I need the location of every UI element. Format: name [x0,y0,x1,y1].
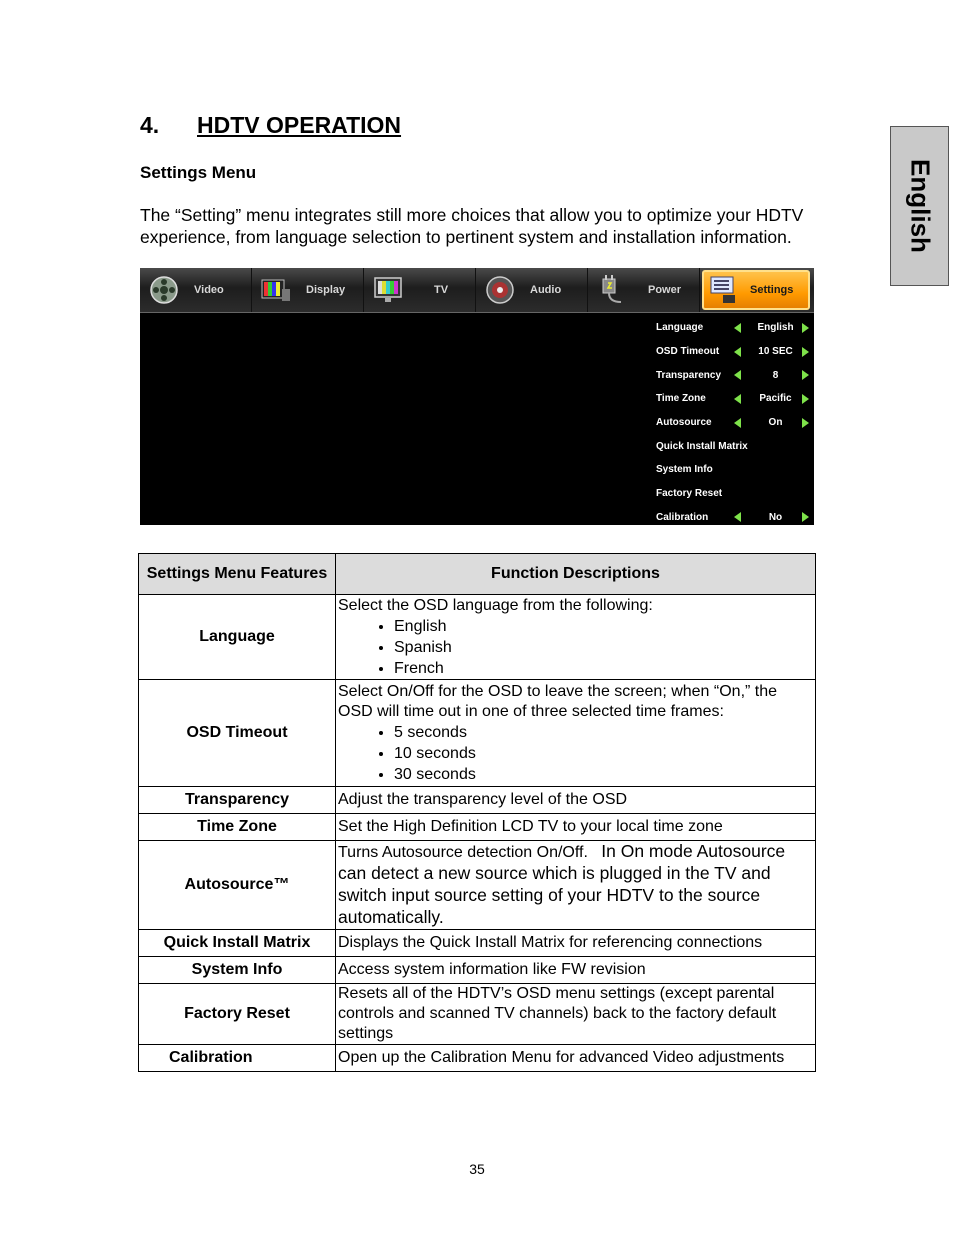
speaker-icon [484,274,516,306]
osd-row-calibration[interactable]: Calibration No [656,506,814,526]
description-cell: Adjust the transparency level of the OSD [336,787,816,814]
osd-tab-label: Audio [530,284,562,296]
osd-settings-list [656,316,814,525]
feature-cell: Factory Reset [139,984,336,1045]
arrow-left-icon[interactable] [734,394,741,404]
side-tab-label: English [905,159,935,253]
table-row [139,814,816,841]
description-cell: Access system information like FW revision [336,957,816,984]
description-text: Select On/Off for the OSD to leave the screen; when “On,” the OSD will time out in one of three selected time frames: [338,683,778,720]
list-item: • 10 seconds [394,743,813,764]
section-title: HDTV OPERATION [197,112,402,138]
feature-cell: Quick Install Matrix [139,930,336,957]
list-item: • 30 seconds [394,764,813,785]
list-item: • 5 seconds [394,722,813,743]
feature-cell: Time Zone [139,814,336,841]
table-header-row [139,554,816,595]
arrow-right-icon[interactable] [802,370,809,380]
list-item: • Spanish [394,637,813,658]
table-row [139,841,816,930]
arrow-right-icon[interactable] [802,394,809,404]
table-header-descriptions: Function Descriptions [336,554,816,595]
table-row [139,1045,816,1072]
arrow-left-icon[interactable] [734,347,741,357]
feature-cell: OSD Timeout [139,680,336,787]
osd-tab-label: TV [434,284,449,296]
list-item: • English [394,616,813,637]
description-text-extended: In On mode Autosource can detect a new source which is plugged in the TV and switch input source setting of your HDTV to the source automatically. [338,841,786,927]
page-number: 35 [469,1161,485,1177]
description-cell [336,595,816,680]
arrow-left-icon[interactable] [734,512,741,522]
osd-tab-audio[interactable] [476,268,588,312]
osd-tab-label: Display [306,284,346,296]
description-text: Turns Autosource detection On/Off. [338,844,588,861]
osd-row-system-info[interactable]: System Info [656,464,713,476]
osd-row-factory-reset[interactable]: Factory Reset [656,488,723,500]
bullet-list [338,722,813,785]
osd-row-language[interactable]: Language English [656,316,814,340]
film-reel-icon [148,274,180,306]
section-number: 4. [140,112,160,138]
intro-paragraph: The “Setting” menu integrates still more choices that allow you to optimize your HDTV experience, from language selection to pertinent system and installation information. [140,205,804,247]
arrow-right-icon[interactable] [802,512,809,522]
osd-screenshot [140,268,814,525]
settings-features-table [138,553,816,1072]
monitor-icon [372,274,404,306]
color-bars-icon [260,274,292,306]
osd-tab-bar [140,268,814,313]
table-row [139,680,816,787]
language-side-tab [890,126,949,286]
feature-cell: Autosource™ [139,841,336,930]
description-cell [336,841,816,930]
arrow-right-icon[interactable] [802,323,809,333]
osd-row-osd-timeout[interactable]: OSD Timeout 10 SEC [656,340,814,364]
arrow-right-icon[interactable] [802,418,809,428]
table-row [139,930,816,957]
table-row [139,957,816,984]
feature-cell: Calibration [139,1045,336,1072]
bullet-list [338,616,813,679]
table-row [139,787,816,814]
osd-row-transparency[interactable]: Transparency 8 [656,363,814,387]
feature-cell: Transparency [139,787,336,814]
osd-tab-power[interactable] [588,268,700,312]
arrow-right-icon[interactable] [802,347,809,357]
arrow-left-icon[interactable] [734,418,741,428]
list-item: • French [394,658,813,679]
description-cell: Displays the Quick Install Matrix for referencing connections [336,930,816,957]
description-cell: Resets all of the HDTV’s OSD menu settings (except parental controls and scanned TV channels) back to the factory default settings [336,984,816,1045]
arrow-left-icon[interactable] [734,370,741,380]
table-row [139,984,816,1045]
settings-list-icon [708,274,740,306]
osd-tab-label: Video [194,284,224,296]
osd-tab-label: Power [648,284,682,296]
osd-tab-settings[interactable] [702,270,810,310]
section-heading [140,112,401,139]
osd-row-quick-install-matrix[interactable]: Quick Install Matrix [656,440,748,452]
description-cell: Set the High Definition LCD TV to your local time zone [336,814,816,841]
osd-tab-video[interactable] [140,268,252,312]
table-row [139,595,816,680]
osd-tab-label: Settings [750,284,794,296]
osd-row-time-zone[interactable]: Time Zone Pacific [656,387,814,411]
subheading: Settings Menu [140,163,257,182]
feature-cell: System Info [139,957,336,984]
description-cell: Open up the Calibration Menu for advanced Video adjustments [336,1045,816,1072]
osd-row-autosource[interactable]: Autosource On [656,411,814,435]
arrow-left-icon[interactable] [734,323,741,333]
feature-cell: Language [139,595,336,680]
osd-tab-tv[interactable] [364,268,476,312]
power-plug-icon [596,274,628,306]
description-text: Select the OSD language from the following: [338,597,653,614]
table-header-features: Settings Menu Features [139,554,336,595]
osd-tab-display[interactable] [252,268,364,312]
description-cell [336,680,816,787]
